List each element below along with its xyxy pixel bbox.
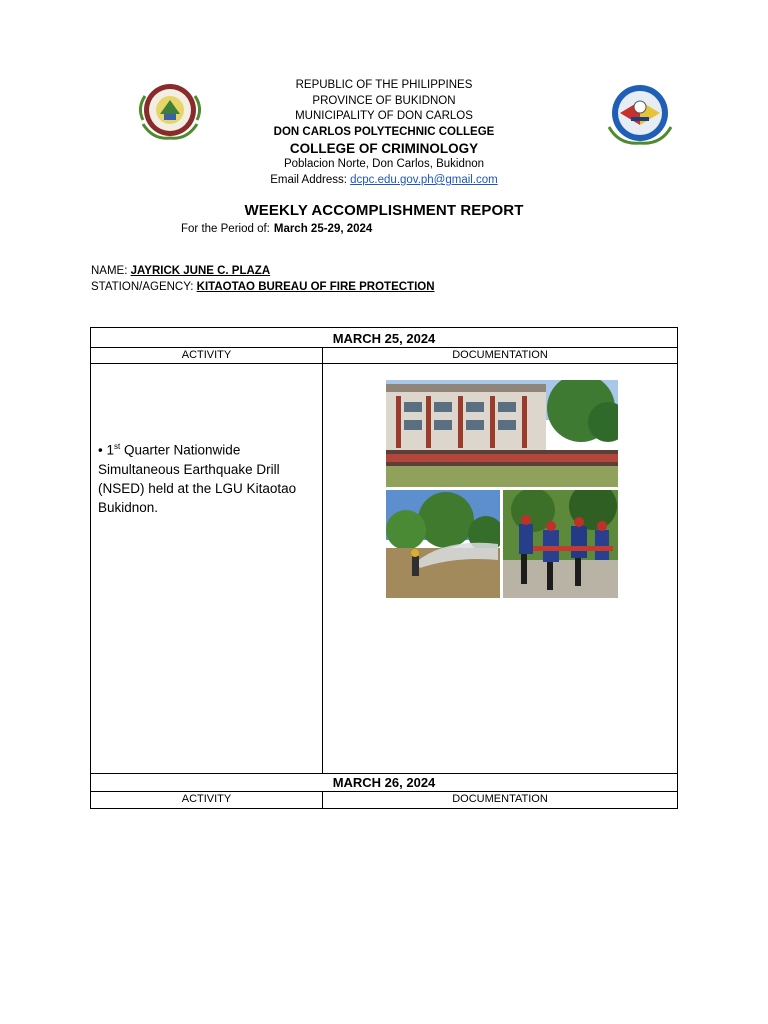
- rescue-drill-photo: [503, 490, 618, 598]
- day-date: MARCH 25, 2024: [332, 331, 436, 346]
- province-line: PROVINCE OF BUKIDNON: [312, 94, 456, 107]
- activity-entry: [98, 437, 318, 517]
- fire-drill-photo: [386, 490, 500, 598]
- table-divider: [91, 791, 677, 792]
- school-name: DON CARLOS POLYTECHNIC COLLEGE: [273, 125, 495, 138]
- group-photo: [386, 380, 618, 487]
- column-divider: [322, 347, 323, 773]
- student-name-row: [91, 265, 270, 277]
- report-title: WEEKLY ACCOMPLISHMENT REPORT: [244, 202, 524, 219]
- republic-line: REPUBLIC OF THE PHILIPPINES: [295, 79, 473, 91]
- name-label: NAME:: [91, 265, 128, 277]
- station-label: STATION/AGENCY:: [91, 281, 194, 293]
- college-name: COLLEGE OF CRIMINOLOGY: [289, 141, 479, 157]
- activity-bullet: •: [98, 442, 103, 458]
- table-divider: [91, 363, 677, 364]
- accomplishment-table: [90, 327, 678, 809]
- name-value: JAYRICK JUNE C. PLAZA: [130, 265, 271, 277]
- address-line: Poblacion Norte, Don Carlos, Bukidnon: [283, 158, 485, 171]
- period-value: March 25-29, 2024: [273, 223, 373, 235]
- letterhead: [0, 78, 768, 189]
- day-date: MARCH 26, 2024: [332, 775, 436, 790]
- report-period: [181, 223, 372, 235]
- email-label: Email Address:: [270, 173, 347, 186]
- period-label: For the Period of:: [181, 223, 270, 235]
- station-row: [91, 281, 435, 293]
- municipality-line: MUNICIPALITY OF DON CARLOS: [295, 110, 473, 123]
- column-header-activity: ACTIVITY: [181, 349, 232, 361]
- activity-ordinal-suffix: st: [114, 442, 121, 451]
- activity-ordinal: 1: [106, 442, 115, 458]
- table-divider: [91, 347, 677, 348]
- activity-text: Quarter Nationwide Simultaneous Earthquake Drill (NSED) held at the LGU Kitaotao Bukidnon.: [98, 442, 297, 515]
- table-divider: [91, 773, 677, 774]
- station-value: KITAOTAO BUREAU OF FIRE PROTECTION: [196, 281, 435, 293]
- email-line: [0, 173, 768, 189]
- column-header-activity: ACTIVITY: [181, 793, 232, 805]
- column-header-documentation: DOCUMENTATION: [452, 793, 548, 805]
- email-link[interactable]: dcpc.edu.gov.ph@gmail.com: [350, 173, 498, 186]
- column-header-documentation: DOCUMENTATION: [452, 349, 548, 361]
